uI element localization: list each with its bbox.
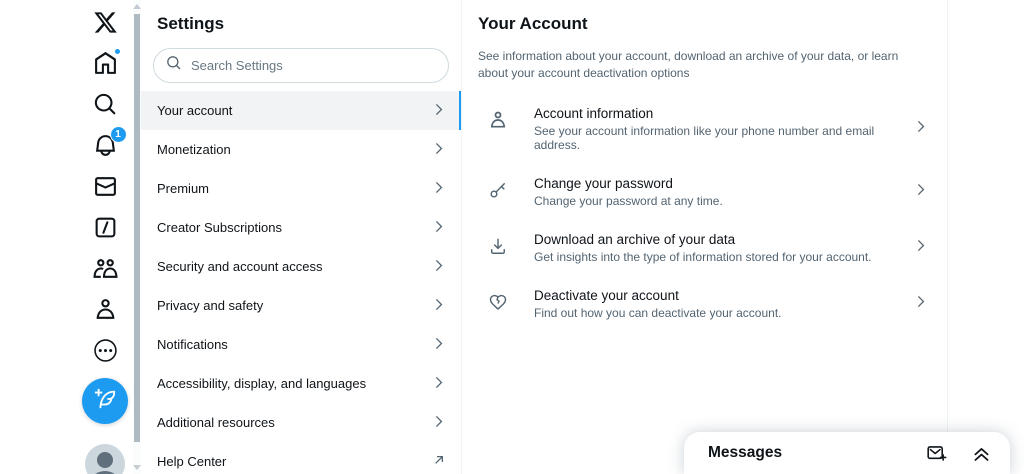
search-icon [166,55,182,76]
settings-menu [141,91,461,474]
account-options-list [462,94,947,332]
settings-column [141,0,462,474]
chevron-right-icon [912,118,929,140]
sidebar-item-x-logo[interactable] [92,9,119,35]
settings-item-accessibility[interactable]: Accessibility, display, and languages [141,364,461,403]
envelope-icon [93,174,118,199]
chevron-right-icon [430,413,447,433]
more-circle-icon [93,338,118,363]
person-icon [488,110,508,135]
scrollbar-up-arrow[interactable] [133,4,141,9]
option-deactivate-account[interactable] [462,276,947,332]
messages-drawer[interactable] [684,432,1010,474]
avatar-silhouette [97,452,113,468]
scrollbar-thumb[interactable] [134,14,140,442]
sidebar-item-grok[interactable] [92,214,119,240]
chevron-right-icon [430,257,447,277]
home-icon [93,51,118,76]
option-subtitle: Find out how you can deactivate your account. [534,306,782,321]
settings-item-monetization[interactable]: Monetization [141,130,461,169]
sidebar-item-communities[interactable] [92,255,119,281]
settings-title: Settings [157,14,225,33]
settings-item-security[interactable]: Security and account access [141,247,461,286]
option-title: Download an archive of your data [534,232,736,248]
chevron-right-icon [430,218,447,238]
settings-item-help-center[interactable]: Help Center [141,442,461,474]
account-avatar[interactable] [85,444,125,474]
grok-icon [93,215,118,240]
sidebar-item-home[interactable] [92,50,119,76]
settings-search[interactable] [153,48,449,83]
chevron-right-icon [912,293,929,315]
chevron-right-icon [430,374,447,394]
compose-feather-icon [94,388,116,415]
option-title: Change your password [534,176,673,192]
option-title: Deactivate your account [534,288,679,304]
sidebar-item-messages[interactable] [92,173,119,199]
sidebar-item-more[interactable] [92,337,119,363]
x-logo-icon [93,10,118,35]
page-scrollbar[interactable] [133,0,141,474]
settings-item-creator-subscriptions[interactable]: Creator Subscriptions [141,208,461,247]
option-subtitle: Get insights into the type of information stored for your account. [534,250,872,265]
left-nav-rail [78,0,132,474]
chevron-right-icon [430,140,447,160]
option-change-password[interactable] [462,164,947,220]
messages-drawer-title: Messages [708,444,783,461]
search-icon [93,92,118,117]
your-account-panel [462,0,948,474]
option-title: Account information [534,106,654,122]
chevron-right-icon [430,101,447,121]
page-title: Your Account [478,14,588,33]
chevron-right-icon [912,237,929,259]
home-unread-dot [114,48,121,55]
page-description: See information about your account, download an archive of your data, or learn about your account deactivation options [478,49,899,81]
notifications-badge: 1 [110,126,127,143]
download-icon [488,236,508,261]
compose-post-button[interactable] [82,378,128,424]
settings-item-premium[interactable]: Premium [141,169,461,208]
heart-broken-icon [488,292,508,317]
expand-drawer-icon[interactable] [971,443,992,464]
sidebar-item-explore[interactable] [92,91,119,117]
new-message-icon[interactable] [926,443,947,464]
settings-item-your-account[interactable]: Your account [141,91,461,130]
settings-item-privacy[interactable]: Privacy and safety [141,286,461,325]
chevron-right-icon [430,296,447,316]
communities-icon [93,256,118,281]
external-link-icon [431,452,447,471]
search-settings-input[interactable] [191,58,436,73]
sidebar-item-profile[interactable] [92,296,119,322]
settings-item-notifications[interactable]: Notifications [141,325,461,364]
chevron-right-icon [912,181,929,203]
sidebar-item-notifications[interactable] [92,129,121,158]
settings-item-additional-resources[interactable]: Additional resources [141,403,461,442]
option-subtitle: Change your password at any time. [534,194,723,209]
chevron-right-icon [430,179,447,199]
person-icon [93,297,118,322]
scrollbar-down-arrow[interactable] [133,465,141,470]
key-icon [488,180,508,205]
option-subtitle: See your account information like your phone number and email address. [534,124,875,153]
option-account-information[interactable] [462,94,947,164]
chevron-right-icon [430,335,447,355]
option-download-archive[interactable] [462,220,947,276]
